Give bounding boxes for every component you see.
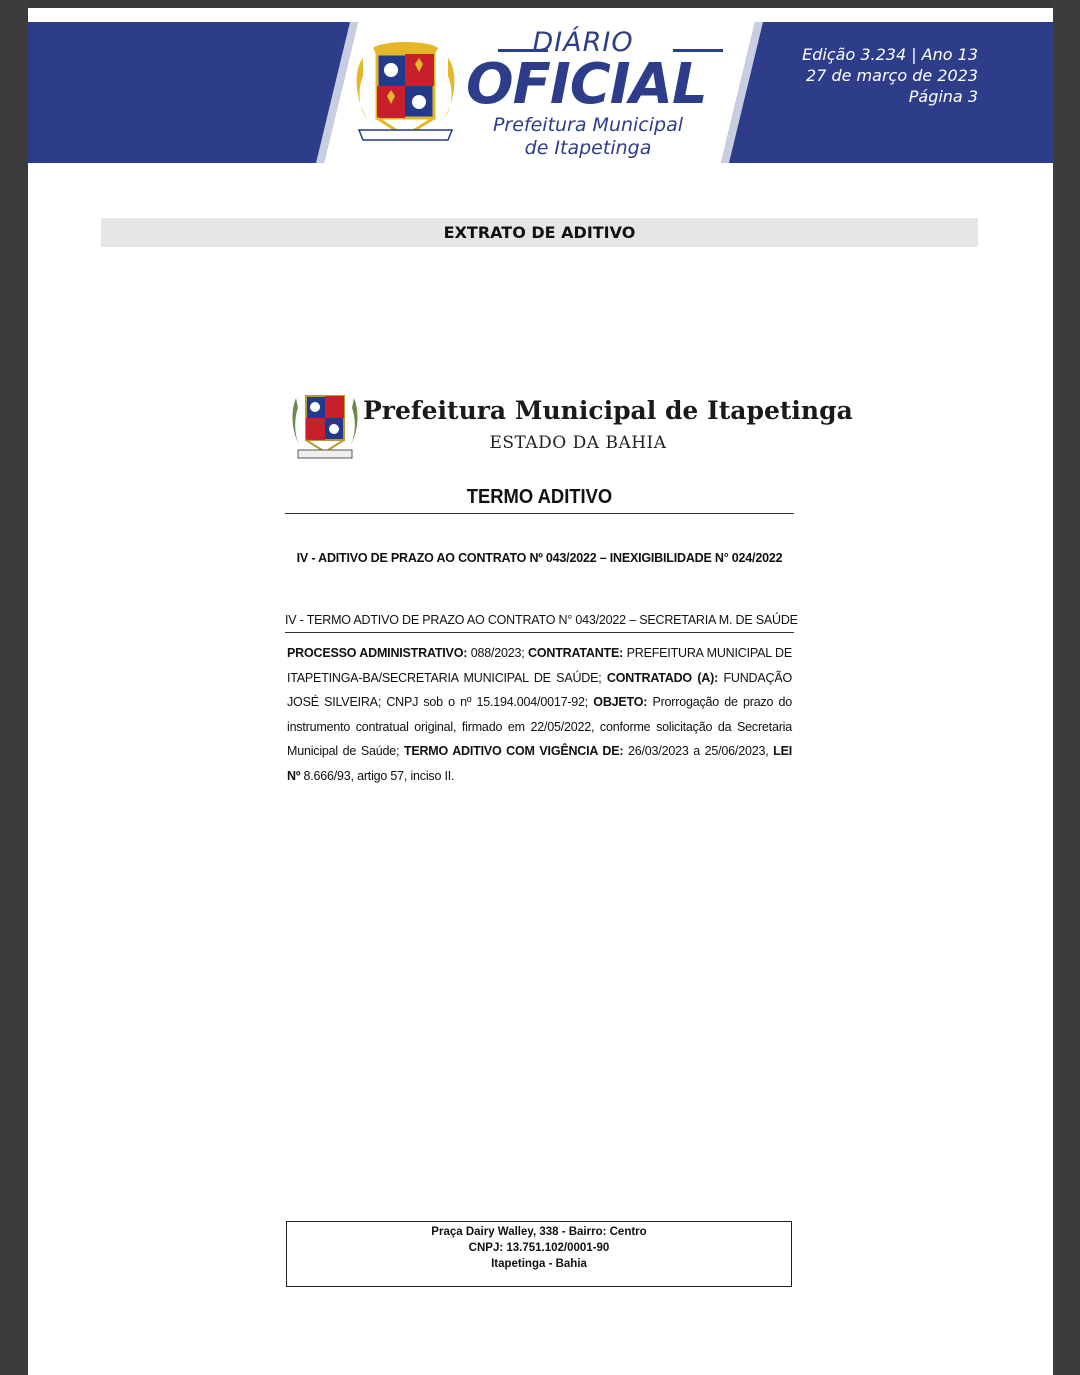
crest-icon	[353, 40, 458, 148]
body-label-process: PROCESSO ADMINISTRATIVO:	[287, 646, 468, 660]
body-label-contractor: CONTRATANTE:	[528, 646, 624, 660]
body-text-contractor: PREFEITURA MUNICIPAL DE ITAPETINGA-BA/SECRETARIA MUNICIPAL DE SAÚDE;	[287, 646, 792, 685]
title-divider	[285, 513, 794, 514]
footer-cnpj: CNPJ: 13.751.102/0001-90	[468, 1242, 610, 1254]
page-number: Página 3	[908, 87, 978, 106]
footer-city: Itapetinga - Bahia	[491, 1258, 587, 1270]
brand-main: OFICIAL	[466, 52, 707, 117]
header-banner	[28, 22, 1053, 163]
brand-line2: de Itapetinga	[524, 137, 652, 159]
edition-date: 27 de março de 2023	[806, 66, 978, 85]
document-page	[28, 0, 1053, 1375]
edition-number: Edição 3.234 | Ano 13	[802, 45, 978, 64]
document-subheading: IV - ADITIVO DE PRAZO AO CONTRATO Nº 043/2022 – INEXIGIBILIDADE N° 024/2022	[296, 551, 783, 565]
document-body	[287, 641, 792, 788]
body-label-validity: TERMO ADITIVO COM VIGÊNCIA DE:	[403, 744, 624, 758]
letterhead-subtitle: ESTADO DA BAHIA	[489, 433, 667, 453]
body-text-process: 088/2023;	[467, 646, 529, 660]
letterhead-title: Prefeitura Municipal de Itapetinga	[363, 396, 853, 425]
body-text-law: 8.666/93, artigo 57, inciso II.	[300, 768, 455, 783]
brand-line1: Prefeitura Municipal	[492, 114, 684, 136]
body-text-contracted: FUNDAÇÃO JOSÉ SILVEIRA; CNPJ sob o nº 15.194.004/0017-92;	[287, 670, 792, 709]
body-label-law: LEI Nº	[287, 744, 792, 783]
brand-logo	[353, 22, 753, 163]
section-title: EXTRATO DE ADITIVO	[101, 218, 978, 247]
body-label-object: OBJETO:	[593, 695, 648, 709]
body-label-contracted: CONTRATADO (A):	[606, 670, 719, 685]
body-text-object: Prorrogação de prazo do instrumento contratual original, firmado em 22/05/2022, conforme solicitação da Secretaria Municipal de Saúde;	[287, 695, 792, 758]
brand-top: DIÁRIO	[532, 27, 634, 58]
body-text-validity: 26/03/2023 a 25/06/2023,	[623, 744, 774, 758]
subheading-divider	[285, 632, 794, 633]
footer-address: Praça Dairy Walley, 338 - Bairro: Centro	[431, 1226, 647, 1238]
letterhead-crest-icon	[290, 388, 360, 462]
address-footer	[286, 1221, 792, 1287]
document-subheading-secondary: IV - TERMO ADTIVO DE PRAZO AO CONTRATO N° 043/2022 – SECRETARIA M. DE SAÚDE	[285, 613, 798, 627]
document-title: TERMO ADITIVO	[466, 486, 613, 508]
top-edge	[28, 0, 1053, 8]
edition-info	[802, 44, 978, 107]
